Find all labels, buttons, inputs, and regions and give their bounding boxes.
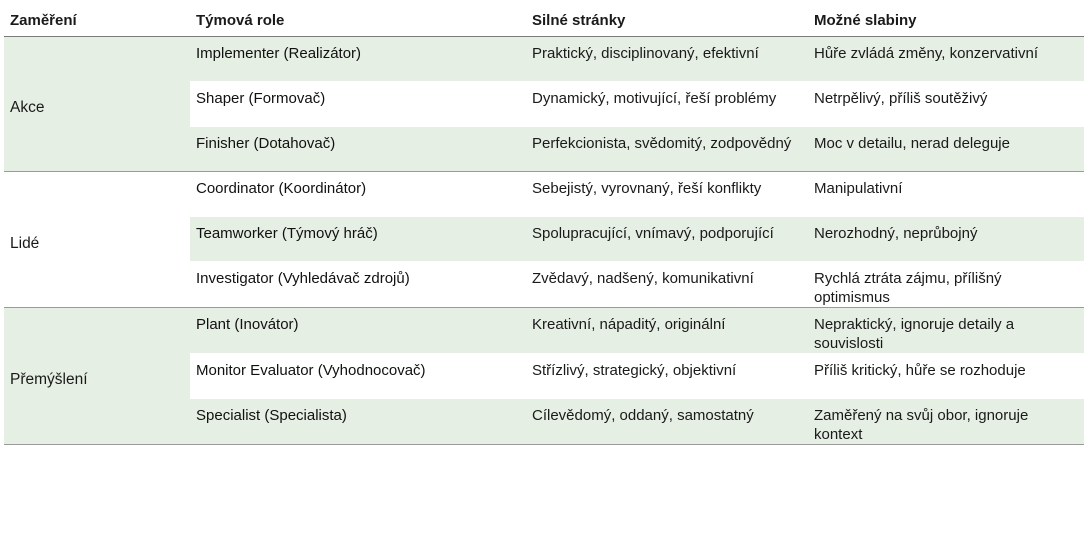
weaknesses-cell: Zaměřený na svůj obor, ignoruje kontext	[808, 399, 1084, 445]
strengths-cell: Praktický, disciplinovaný, efektivní	[526, 37, 808, 82]
table-row	[4, 308, 1084, 354]
strengths-cell: Sebejistý, vyrovnaný, řeší konflikty	[526, 172, 808, 217]
table-header-row	[4, 4, 1084, 37]
weaknesses-cell: Netrpělivý, příliš soutěživý	[808, 82, 1084, 127]
header-weaknesses: Možné slabiny	[808, 4, 1084, 37]
focus-cell-lide: Lidé	[4, 172, 190, 308]
strengths-cell: Dynamický, motivující, řeší problémy	[526, 82, 808, 127]
strengths-cell: Zvědavý, nadšený, komunikativní	[526, 262, 808, 308]
focus-cell-akce: Akce	[4, 37, 190, 172]
strengths-cell: Cílevědomý, oddaný, samostatný	[526, 399, 808, 445]
weaknesses-cell: Nerozhodný, neprůbojný	[808, 217, 1084, 262]
role-cell: Investigator (Vyhledávač zdrojů)	[190, 262, 526, 308]
header-focus: Zaměření	[4, 4, 190, 37]
strengths-cell: Kreativní, nápaditý, originální	[526, 308, 808, 354]
strengths-cell: Spolupracující, vnímavý, podporující	[526, 217, 808, 262]
role-cell: Plant (Inovátor)	[190, 308, 526, 354]
table-row	[4, 37, 1084, 82]
strengths-cell: Perfekcionista, svědomitý, zodpovědný	[526, 127, 808, 172]
role-cell: Coordinator (Koordinátor)	[190, 172, 526, 217]
role-cell: Teamworker (Týmový hráč)	[190, 217, 526, 262]
focus-cell-premysleni: Přemýšlení	[4, 308, 190, 445]
weaknesses-cell: Rychlá ztráta zájmu, přílišný optimismus	[808, 262, 1084, 308]
weaknesses-cell: Příliš kritický, hůře se rozhoduje	[808, 354, 1084, 399]
role-cell: Monitor Evaluator (Vyhodnocovač)	[190, 354, 526, 399]
strengths-cell: Střízlivý, strategický, objektivní	[526, 354, 808, 399]
weaknesses-cell: Manipulativní	[808, 172, 1084, 217]
weaknesses-cell: Nepraktický, ignoruje detaily a souvislosti	[808, 308, 1084, 354]
weaknesses-cell: Moc v detailu, nerad deleguje	[808, 127, 1084, 172]
weaknesses-cell: Hůře zvládá změny, konzervativní	[808, 37, 1084, 82]
role-cell: Implementer (Realizátor)	[190, 37, 526, 82]
table-row	[4, 172, 1084, 217]
header-strengths: Silné stránky	[526, 4, 808, 37]
role-cell: Specialist (Specialista)	[190, 399, 526, 445]
header-role: Týmová role	[190, 4, 526, 37]
role-cell: Shaper (Formovač)	[190, 82, 526, 127]
team-roles-table	[4, 4, 1084, 445]
role-cell: Finisher (Dotahovač)	[190, 127, 526, 172]
